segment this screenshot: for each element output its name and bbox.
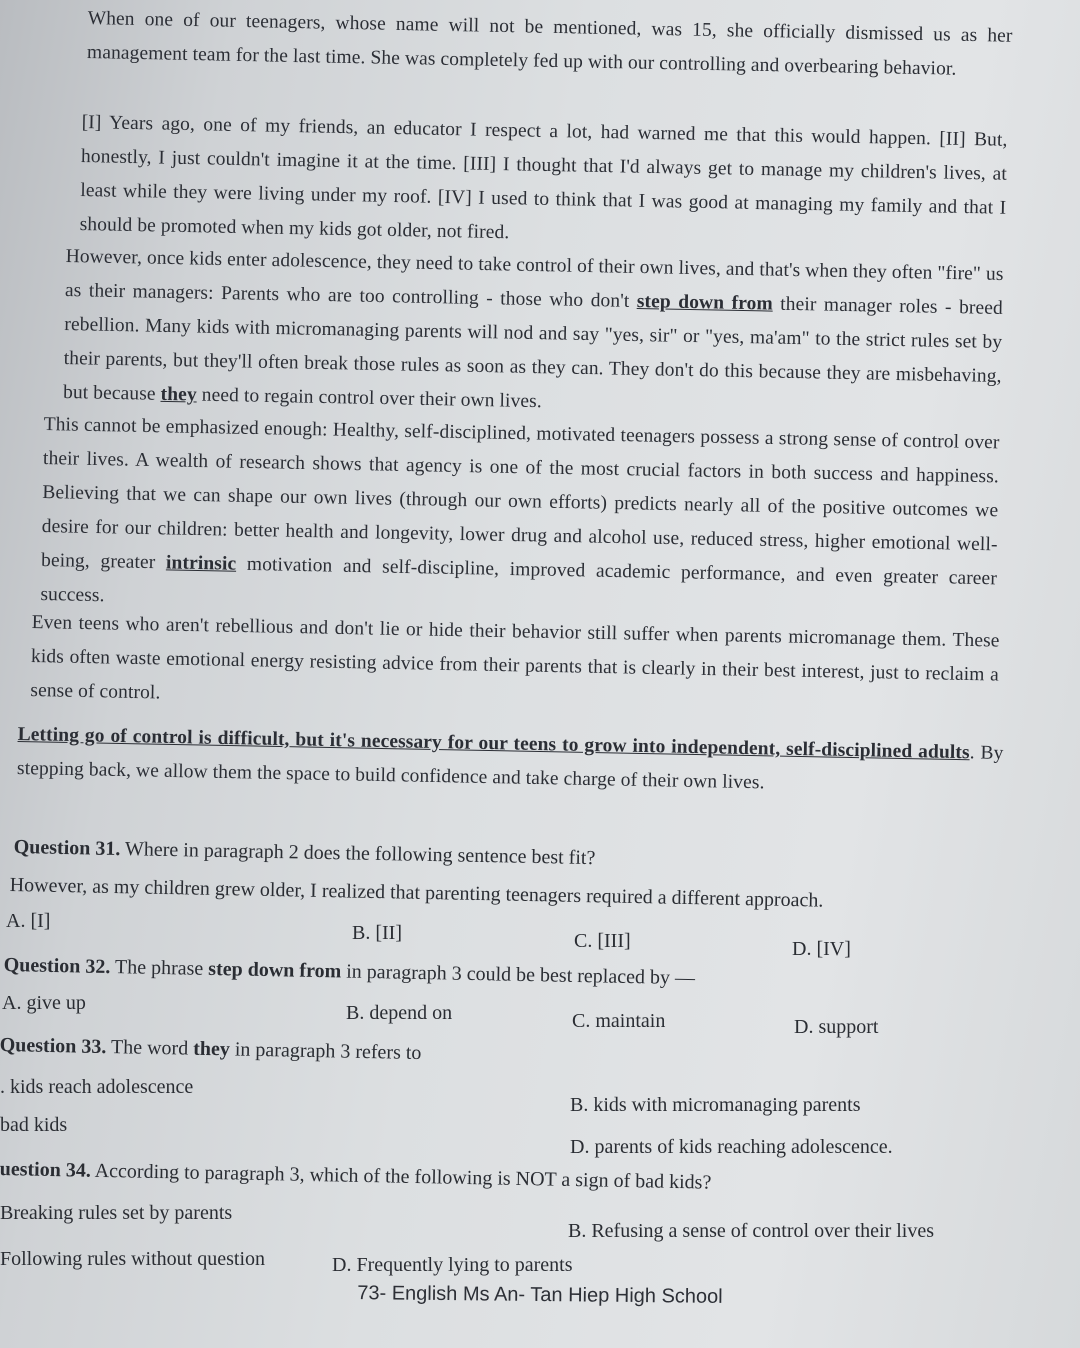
question-31-sentence: However, as my children grew older, I realized that parenting teenagers required a different approach. xyxy=(9,873,824,912)
paragraph-3-text-c: need to regain control over their own lives. xyxy=(196,384,543,413)
question-33-label: Question 33. xyxy=(0,1033,107,1059)
question-32-text-a: The phrase xyxy=(110,956,209,980)
page-footer: 73- English Ms An- Tan Hiep High School xyxy=(357,1282,723,1308)
question-33-option-a[interactable]: . kids reach adolescence xyxy=(0,1076,194,1098)
question-31-option-d[interactable]: D. [IV] xyxy=(792,938,851,960)
question-31 xyxy=(13,832,595,873)
paragraph-4-text-b: motivation and self-discipline, improved academic performance, and even greater career success. xyxy=(40,553,998,607)
question-34-label: uestion 34. xyxy=(0,1157,92,1182)
question-31-option-c[interactable]: C. [III] xyxy=(574,930,631,952)
question-33-option-c[interactable]: bad kids xyxy=(0,1114,68,1136)
word-intrinsic: intrinsic xyxy=(165,552,237,575)
question-32-phrase: step down from xyxy=(208,957,342,983)
question-34-option-a[interactable]: Breaking rules set by parents xyxy=(0,1202,233,1224)
question-34-option-d[interactable]: D. Frequently lying to parents xyxy=(332,1254,573,1276)
question-32-label: Question 32. xyxy=(3,953,111,979)
paragraph-4-text-a: This cannot be emphasized enough: Healthy, self-disciplined, motivated teenagers possess a strong sense of control over their lives. A wealth of research shows that agency is one of the most crucial factors in both success and happiness. Believing that we can shape our own lives (through our own efforts) predicts nearly all of the positive outcomes we desire for our children: better health and longevity, lower drug and alcohol use, reduced stress, higher emotional well-being, greater xyxy=(40,413,1000,574)
paragraph-2: [I] Years ago, one of my friends, an educator I respect a lot, had warned me that this would happen. [II] But, honestly, I just couldn't imagine it at the time. [III] I thought that I'd always get to manage my children's lives, at least while they were living under my roof. [IV] I used to think that I was good at managing my family and that I should be promoted when my kids got older, not fired. xyxy=(79,111,1008,244)
paragraph-3-text-b: their manager roles - breed rebellion. Many kids with micromanaging parents will nod and say "yes, sir" or "yes, ma'am" to the strict rules set by their parents, but they'll often break those rules as soon as they can. They don't do this because they are misbehaving, but because xyxy=(62,293,1004,405)
paragraph-1: When one of our teenagers, whose name will not be mentioned, was 15, she officially dismissed us as her management team for the last time. She was completely fed up with our controlling and overbearing behavior. xyxy=(86,7,1013,80)
question-33-text-b: in paragraph 3 refers to xyxy=(229,1038,422,1065)
question-32-option-c[interactable]: C. maintain xyxy=(572,1010,666,1032)
question-33 xyxy=(0,1030,422,1068)
question-34-option-c[interactable]: Following rules without question xyxy=(0,1248,265,1270)
question-33-option-b[interactable]: B. kids with micromanaging parents xyxy=(570,1094,861,1116)
question-34-option-b[interactable]: B. Refusing a sense of control over their lives xyxy=(568,1220,935,1242)
paragraph-6-text-b: . By stepping back, we allow them the space to build confidence and take charge of their own lives. xyxy=(16,742,1004,794)
question-33-word: they xyxy=(192,1037,231,1061)
question-32 xyxy=(3,950,695,993)
question-31-text: Where in paragraph 2 does the following sentence best fit? xyxy=(120,838,596,870)
question-31-option-a[interactable]: A. [I] xyxy=(6,910,51,932)
phrase-step-down-from: step down from xyxy=(636,290,773,315)
highlighted-sentence: Letting go of control is difficult, but it's necessary for our teens to grow into independent, self-disciplined adults xyxy=(17,723,970,764)
word-they: they xyxy=(160,383,197,406)
question-31-label: Question 31. xyxy=(13,835,121,861)
paragraph-3-text-a: However, once kids enter adolescence, they need to take control of their own lives, and that's when they often "fire" us as their managers: Parents who are too controlling - those who don't xyxy=(64,245,1004,312)
question-32-option-b[interactable]: B. depend on xyxy=(346,1002,453,1024)
paragraph-6 xyxy=(17,718,1004,805)
paragraph-4 xyxy=(40,408,1000,630)
question-31-option-b[interactable]: B. [II] xyxy=(352,922,402,944)
question-32-option-a[interactable]: A. give up xyxy=(2,992,86,1014)
question-32-option-d[interactable]: D. support xyxy=(794,1016,879,1038)
question-34-text: According to paragraph 3, which of the following is NOT a sign of bad kids? xyxy=(90,1159,712,1194)
question-33-option-d[interactable]: D. parents of kids reaching adolescence. xyxy=(570,1136,893,1158)
paragraph-3 xyxy=(63,240,1004,428)
question-32-text-b: in paragraph 3 could be best replaced by — xyxy=(341,960,696,990)
paragraph-5: Even teens who aren't rebellious and don't lie or hide their behavior still suffer when parents micromanage them. These kids often waste emotional energy resisting advice from their parents that is clearly in their best interest, just to reclaim a sense of control. xyxy=(30,611,1000,704)
question-33-text-a: The word xyxy=(106,1036,194,1060)
